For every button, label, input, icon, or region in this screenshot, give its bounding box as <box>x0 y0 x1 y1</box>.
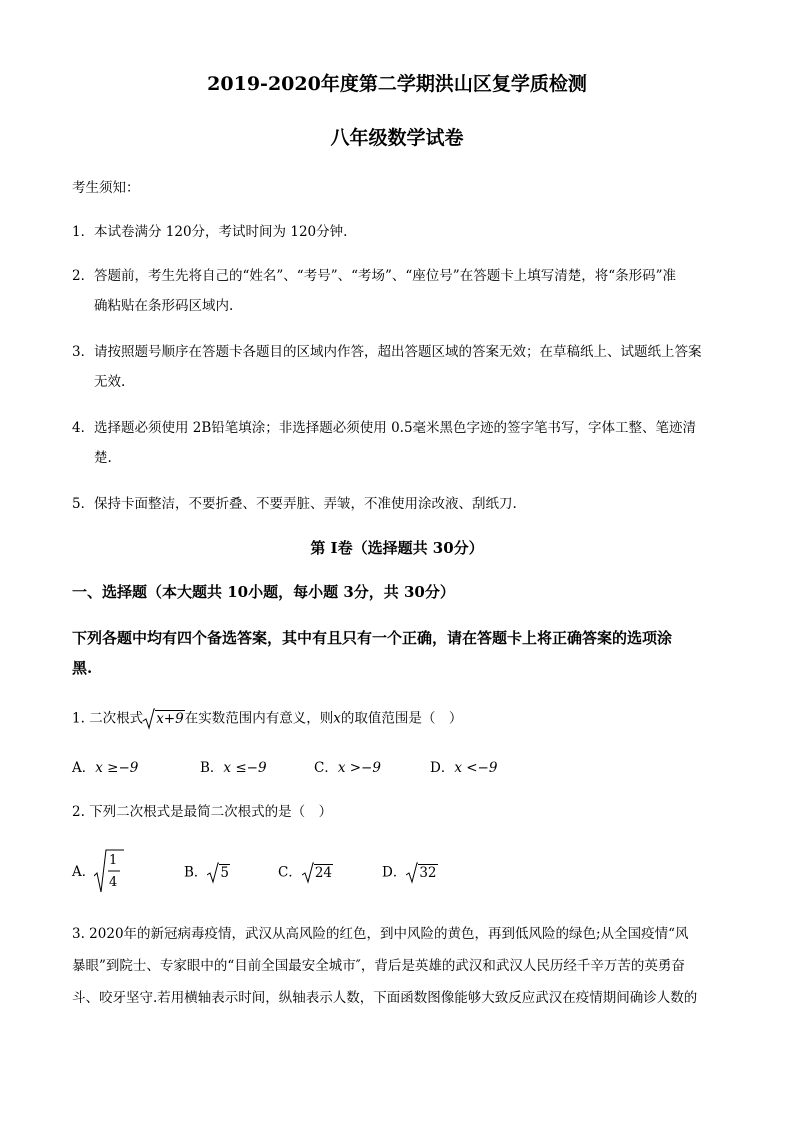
q1-option-a: A．x ≥−9 <box>72 760 139 776</box>
q2-option-a-radical <box>94 848 124 894</box>
notice-item-4-num: 4． <box>72 420 95 436</box>
notice-item-3-line-1: 请按照题号顺序在答题卡各题目的区域内作答，超出答题区域的答案无效；在草稿纸上、试题纸上答案 <box>94 344 702 360</box>
question-3-line-3: 斗、咬牙坚守.若用横轴表示时间，纵轴表示人数，下面函数图像能够大致反应武汉在疫情期间确诊人数的 <box>72 990 698 1006</box>
question-1-number: 1. <box>72 710 85 727</box>
q2-option-a-label: A． <box>72 864 96 880</box>
exam-title: 2019-2020年度第二学期洪山区复学质检测 <box>207 73 587 95</box>
sqrt-symbol <box>143 708 185 730</box>
part-1-heading: 第 I卷（选择题共 30分） <box>310 539 484 557</box>
question-1-post: 的取值范围是（ ） <box>340 710 463 727</box>
question-3-line-1: 3. 2020年的新冠病毒疫情，武汉从高风险的红色，到中风险的黄色，再到低风险的绿色;从全国疫情“风 <box>72 926 689 942</box>
question-1-radicand: x+9 <box>156 710 184 727</box>
q1-option-b: B．x ≤−9 <box>200 760 267 776</box>
q1-option-d: D．x <−9 <box>430 760 498 776</box>
notice-item-5-num: 5． <box>72 496 95 512</box>
notice-heading: 考生须知： <box>72 180 140 196</box>
q2-option-d: D． 32 <box>382 864 437 881</box>
instruction-line-1: 下列各题中均有四个备选答案，其中有且只有一个正确，请在答题卡上将正确答案的选项涂 <box>72 629 673 647</box>
notice-item-3-line-2: 无效. <box>94 374 126 390</box>
notice-item-3-num: 3． <box>72 344 95 360</box>
question-1-mid: 在实数范围内有意义，则 <box>184 710 334 727</box>
q2-option-a-numerator: 1 <box>109 853 118 868</box>
instruction-line-2: 黑. <box>72 659 93 677</box>
question-2-number: 2. <box>72 804 85 820</box>
notice-item-2-line-2: 确粘贴在条形码区域内. <box>94 298 234 314</box>
notice-item-1-line-1: 本试卷满分 120分，考试时间为 120分钟. <box>94 224 348 240</box>
notice-item-4-line-2: 楚. <box>94 450 112 466</box>
exam-subtitle: 八年级数学试卷 <box>330 127 464 149</box>
question-1 <box>72 708 462 730</box>
notice-item-4-line-1: 选择题必须使用 2B铅笔填涂；非选择题必须使用 0.5毫米黑色字迹的签字笔书写，字体工整、笔迹清 <box>94 420 697 436</box>
q2-option-c: C． 24 <box>278 864 333 881</box>
notice-item-2-line-1: 答题前，考生先将自己的“姓名”、“考号”、“考场”、“座位号”在答题卡上填写清楚，将“条形码”准 <box>94 268 677 284</box>
question-2 <box>72 802 332 822</box>
section-heading: 一、选择题（本大题共 10小题，每小题 3分，共 30分） <box>72 583 455 601</box>
question-1-var: x <box>333 710 341 727</box>
q2-option-b: B． 5 <box>184 864 230 881</box>
question-3-line-2: 暴眼”到院士、专家眼中的“目前全国最安全城市″，背后是英雄的武汉和武汉人民历经千辛万苦的英勇奋 <box>72 958 685 974</box>
notice-item-5-line-1: 保持卡面整洁，不要折叠、不要弄脏、弄皱，不准使用涂改液、刮纸刀. <box>94 496 517 512</box>
q1-option-c: C．x >−9 <box>314 760 381 776</box>
q2-option-a-denominator: 4 <box>109 875 118 890</box>
question-1-pre: 二次根式 <box>89 710 144 727</box>
notice-item-1-num: 1． <box>72 224 95 240</box>
question-2-stem: 下列二次根式是最简二次根式的是（ ） <box>89 804 333 820</box>
notice-item-2-num: 2． <box>72 268 95 284</box>
